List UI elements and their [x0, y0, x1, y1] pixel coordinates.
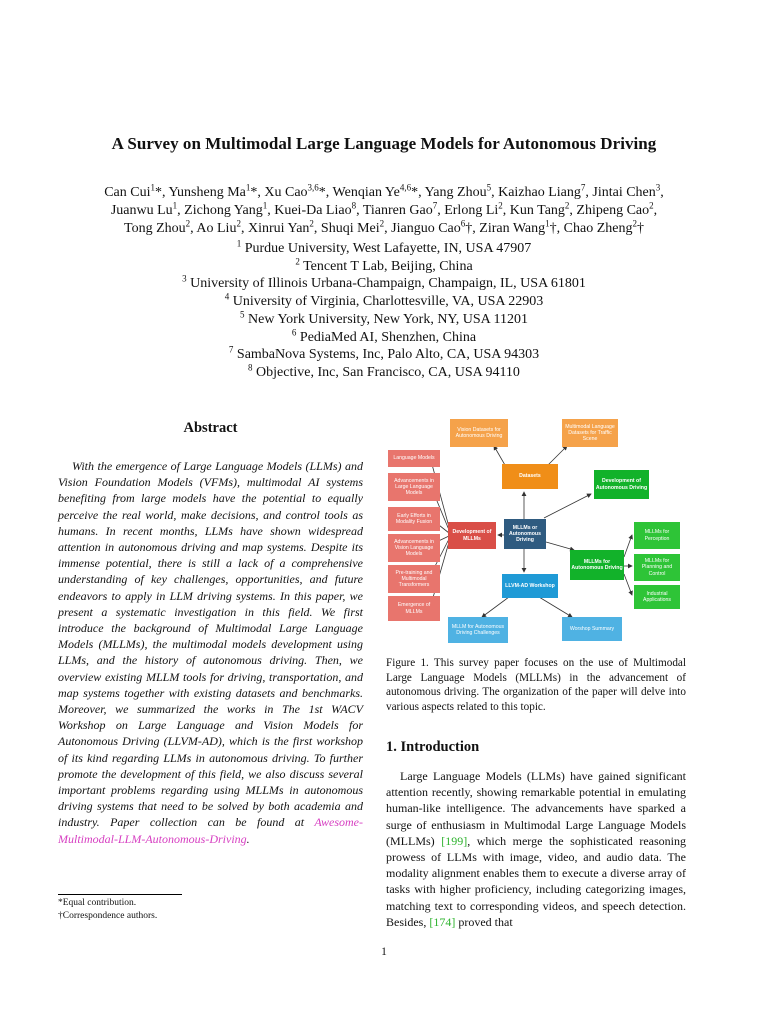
node-vision-datasets: Vision Datasets for Autonomous Driving [450, 419, 508, 447]
author-line: Juanwu Lu$^1$, Zichong Yang$^1$, Kuei-Da Liao$^8$, Tianren Gao$^7$, Erlong Li$^2$, Kun Tang$^2$, Zhipeng Cao$^2$, [110, 200, 658, 218]
node-industrial-applications: Industrial Applications [634, 585, 680, 609]
introduction-heading: 1. Introduction [386, 739, 480, 755]
node-development-mllms: Development of MLLMs [448, 522, 496, 549]
footnote-correspondence: †Correspondence authors. [58, 910, 158, 921]
affiliation: $^3$ University of Illinois Urbana-Champaign, Champaign, IL, USA 61801 [182, 273, 586, 292]
footnotes [58, 897, 358, 922]
affiliation: $^8$ Objective, Inc, San Francisco, CA, USA 94110 [248, 362, 520, 380]
figure-caption: Figure 1. This survey paper focuses on the use of Multimodal Large Language Models (MLLMs) in the advancement of autonomous driving. The organization of the paper will delve into various aspects related to this topic. [386, 657, 686, 713]
node-mllms-perception: MLLMs for Perception [634, 522, 680, 549]
abstract-heading: Abstract [183, 420, 238, 436]
node-llvm-ad-workshop: LLVM-AD Workshop [502, 574, 558, 598]
node-multimodal-language-datasets: Multimodal Language Datasets for Traffic Scene [562, 419, 618, 447]
paper-collection-link[interactable]: Awesome-Multimodal-LLM-Autonomous-Driving [58, 815, 363, 846]
node-mllms-for-autonomous-driving: MLLMs for Autonomous Driving [570, 550, 624, 580]
node-mllms-planning-control: MLLMs for Planning and Control [634, 554, 680, 581]
node-development-autonomous-driving: Development of Autonomous Driving [594, 470, 649, 499]
node-advancements-vlm: Advancements in Vision Language Models [388, 534, 440, 562]
citation-link[interactable]: [199] [441, 833, 468, 848]
node-early-efforts: Early Efforts in Modality Fusion [388, 507, 440, 531]
footnote-equal-contribution: *Equal contribution. [58, 898, 137, 908]
affiliation: $^1$ Purdue University, West Lafayette, IN, USA 47907 [236, 238, 532, 256]
affiliation: $^2$ Tencent T Lab, Beijing, China [295, 256, 473, 274]
introduction-body: Large Language Models (LLMs) have gained significant attention recently, showing remarkable potential in emulating human-like intelligence. The advancements have sparked a surge of enthusiasm in Multimodal Large Language Models (MLLMs) [199], which merge the sophisticated reasoning prowess of LLMs with image, video, and audio data. The modality alignment enables them to execute a diverse array of tasks with higher proficiency, including categorizing images, matching text to corresponding videos, and speech detection. Besides, [174] proved that [386, 769, 686, 929]
node-advancements-llm: Advancements in Large Language Models [388, 473, 440, 501]
affiliation: $^4$ University of Virginia, Charlottesville, VA, USA 22903 [224, 291, 544, 310]
author-line: Can Cui$^1$*, Yunsheng Ma$^1$*, Xu Cao$^{3,6}$*, Wenqian Ye$^{4,6}$*, Yang Zhou$^5$, Kaizhao Liang$^7$, Jintai Chen$^3$, [104, 182, 664, 200]
author-list [60, 184, 708, 238]
affiliation-list [60, 240, 708, 382]
citation-link[interactable]: [174] [429, 914, 456, 929]
paper-title: A Survey on Multimodal Large Language Models for Autonomous Driving [111, 134, 657, 153]
page-number: 1 [381, 946, 387, 958]
affiliation: $^6$ PediaMed AI, Shenzhen, China [291, 326, 477, 345]
node-center-mllms: MLLMs or Autonomous Driving [504, 519, 546, 549]
affiliation: $^7$ SambaNova Systems, Inc, Palo Alto, CA, USA 94303 [228, 344, 540, 363]
affiliation: $^5$ New York University, New York, NY, USA 11201 [240, 309, 528, 327]
node-pretraining: Pre-training and Multimodal Transformers [388, 565, 440, 593]
node-challenges: MLLM for Autonomous Driving Challenges [448, 617, 508, 643]
footnote-divider [58, 894, 182, 895]
node-emergence-mllms: Emergence of MLLMs [388, 596, 440, 621]
abstract-body: With the emergence of Large Language Models (LLMs) and Vision Foundation Models (VFMs), multimodal AI systems benefiting from large models have the potential to equally perceive the real world, make decisions, and control tools as humans. In recent months, LLMs have shown widespread attention in autonomous driving and map systems. Despite its immense potential, there is still a lack of a comprehensive understanding of key challenges, opportunities, and future endeavors to apply in LLM driving systems. In this paper, we present a systematic investigation in this field. We first introduce the background of Multimodal Large Language Models (MLLMs), the multimodal models development using LLMs, and the history of autonomous driving. Then, we overview existing MLLM tools for driving, transportation, and map systems together with existing datasets and benchmarks. Moreover, we summarized the works in The 1st WACV Workshop on Large Language and Vision Models for Autonomous Driving (LLVM-AD), which is the first workshop of its kind regarding LLMs in autonomous driving. To further promote the development of this field, we also discuss several important problems regarding using MLLMs in autonomous driving systems that need to be solved by both academia and industry. Paper collection can be found at Awesome-Multimodal-LLM-Autonomous-Driving. [58, 459, 363, 846]
author-line: Tong Zhou$^2$, Ao Liu$^2$, Xinrui Yan$^2$, Shuqi Mei$^2$, Jianguo Cao$^6$†, Ziran Wang$^1$†, Chao Zheng$^2$† [124, 218, 644, 236]
node-language-models: Language Models [388, 450, 440, 467]
node-datasets: Datasets [502, 464, 558, 489]
figure-diagram [384, 414, 686, 646]
node-workshop-summary: Worshop Summary [562, 617, 622, 641]
